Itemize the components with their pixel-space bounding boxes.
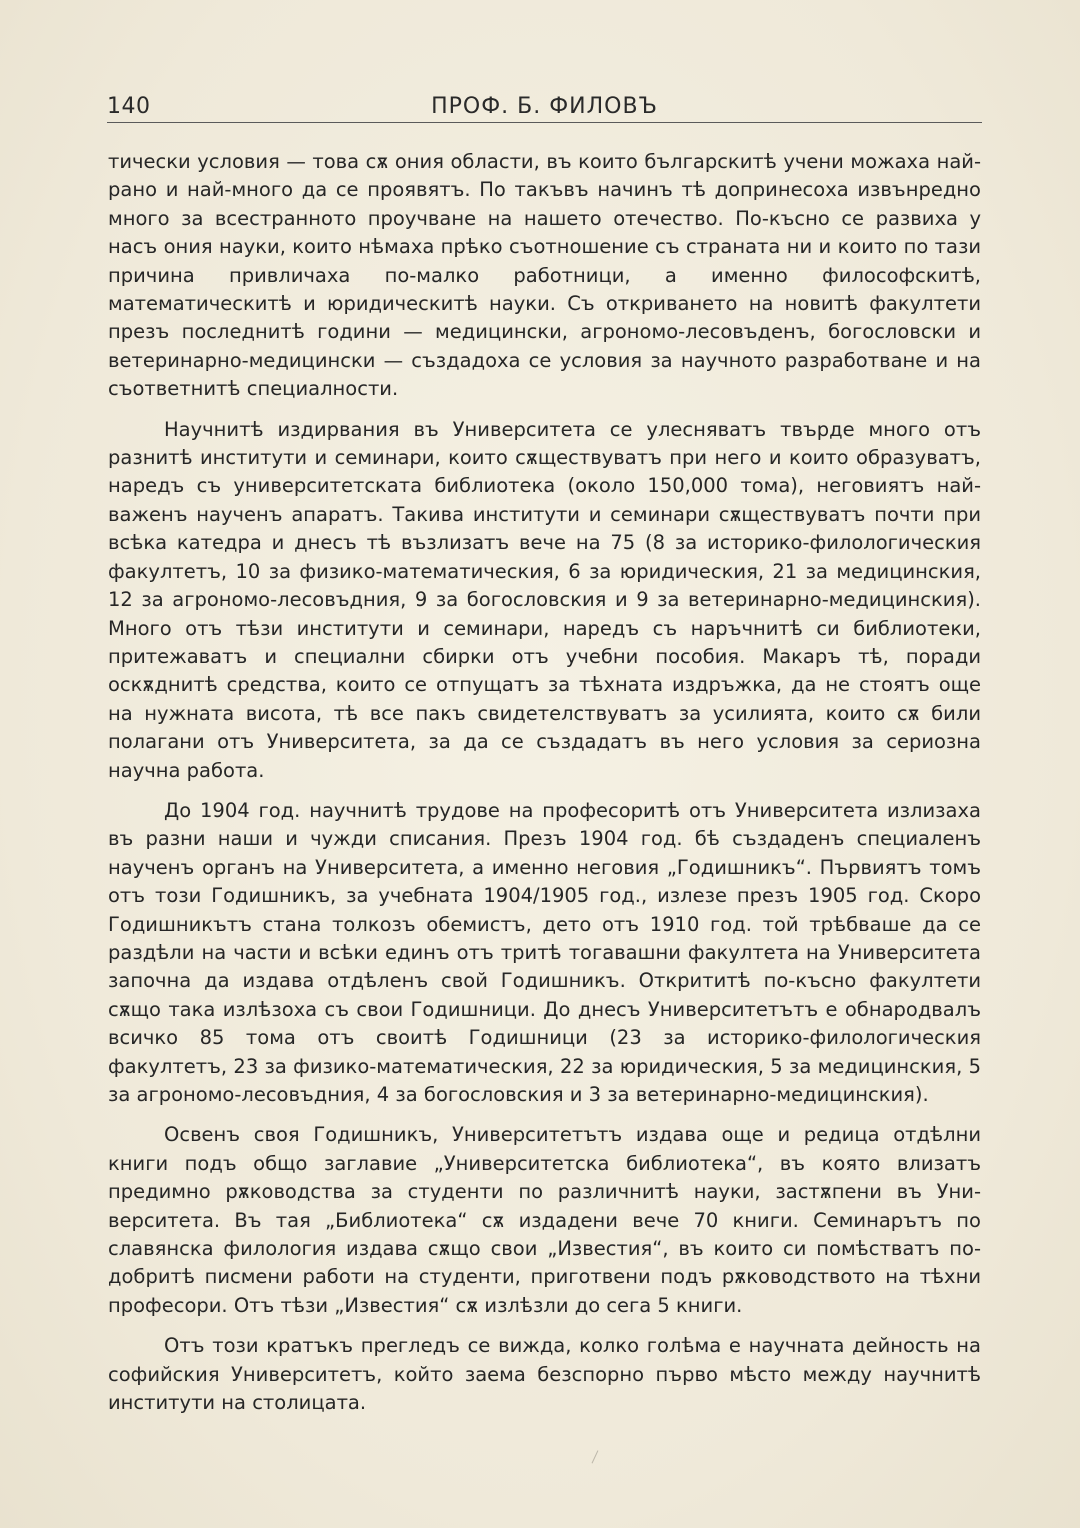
pencil-mark [592,1450,608,1467]
paragraph-3: До 1904 год. научнитѣ трудове на професоритѣ отъ Университета излизаха въ разни наши и чужди списания. Презъ 1904 год. бѣ създаденъ специаленъ наученъ органъ на Университета, а именно неговия „Годишникъ“. Първиятъ томъ отъ този Годишникъ, за учебната 1904/1905 год., излезе презъ 1905 год. Скоро Годишникътъ стана толкозъ обемистъ, дето отъ 1910 год. той трѣбваше да се раздѣли на части и всѣки единъ отъ тритѣ тогавашни факултета на Университета започна да издава отдѣленъ свой Годишникъ. Открититѣ по-късно факултети сѫщо така излѣзоха съ свои Годишници. До днесъ Университетътъ е обнародвалъ всичко 85 тома отъ своитѣ Годишници (23 за историко-филологическия факултетъ, 23 за физико-математическия, 22 за юридическия, 5 за медицинския, 5 за агрономо-лесовъдния, 4 за богословския и 3 за ветеринарно-медицинския). [108,798,981,1106]
running-head: ПРОФ. Б. ФИЛОВЪ [431,94,658,119]
body-text [108,148,981,1417]
page-number: 140 [107,94,151,119]
paragraph-5: Отъ този кратъкъ прегледъ се вижда, колко голѣма е научната дейность на софийския Университетъ, който заема безспорно първо мѣсто между научнитѣ институти на столицата. [108,1334,981,1415]
paragraph-1: тически условия — това сѫ ония области, въ които българскитѣ учени можаха най-рано и най-много да се проявятъ. По такъвъ начинъ тѣ допринесоха извънредно много за всестранното проучване на нашето отечество. По-късно се развиха у насъ ония науки, които нѣмаха прѣко съотношение съ страната ни и които по тази причина привличаха по-малко работници, а именно философскитѣ, математическитѣ и юридическитѣ науки. Съ откриването на новитѣ факултети презъ последнитѣ години — медицински, агрономо-лесовъденъ, богословски и ветеринарно-медицински — създадоха се условия за научното разработване и на съответнитѣ специалности. [108,150,981,401]
page-header [107,92,982,123]
paragraph-4: Освенъ своя Годишникъ, Университетътъ издава още и редица отдѣлни книги подъ общо заглавие „Университетска библиотека“, въ която влизатъ предимно рѫководства за студенти по различнитѣ науки, застѫпени въ Университета. Въ тая „Библиотека“ сѫ издадени вече 70 книги. Семинарътъ по славянска филология издава сѫщо свои „Известия“, въ които си помѣстватъ по-добритѣ писмени работи на студенти, приготвени подъ рѫководството на тѣхни професори. Отъ тѣзи „Известия“ сѫ излѣзли до сега 5 книги. [108,1123,981,1317]
paragraph-2: Научнитѣ издирвания въ Университета се улесняватъ твърде много отъ разнитѣ институти и семинари, които сѫществуватъ при него и които образуватъ, наредъ съ университетската библиотека (около 150,000 тома), неговиятъ най-важенъ наученъ апаратъ. Такива институти и семинари сѫществуватъ почти при всѣка катедра и днесъ тѣ възлизатъ вече на 75 (8 за историко-филологическия факултетъ, 10 за физико-математическия, 6 за юридическия, 21 за медицинския, 12 за агрономо-лесовъдния, 9 за богословския и 9 за ветеринарно-медицинския). Много отъ тѣзи институти и семинари, наредъ съ наръчнитѣ си библиотеки, притежаватъ и специални сбирки отъ учебни пособия. Макаръ тѣ, поради оскѫднитѣ средства, които се отпущатъ за тѣхната издръжка, да не стоятъ още на нужната висота, тѣ все пакъ свидетелствуватъ за усилията, които сѫ били полагани отъ Университета, за да се създадатъ въ него условия за сериозна научна работа. [108,417,981,782]
